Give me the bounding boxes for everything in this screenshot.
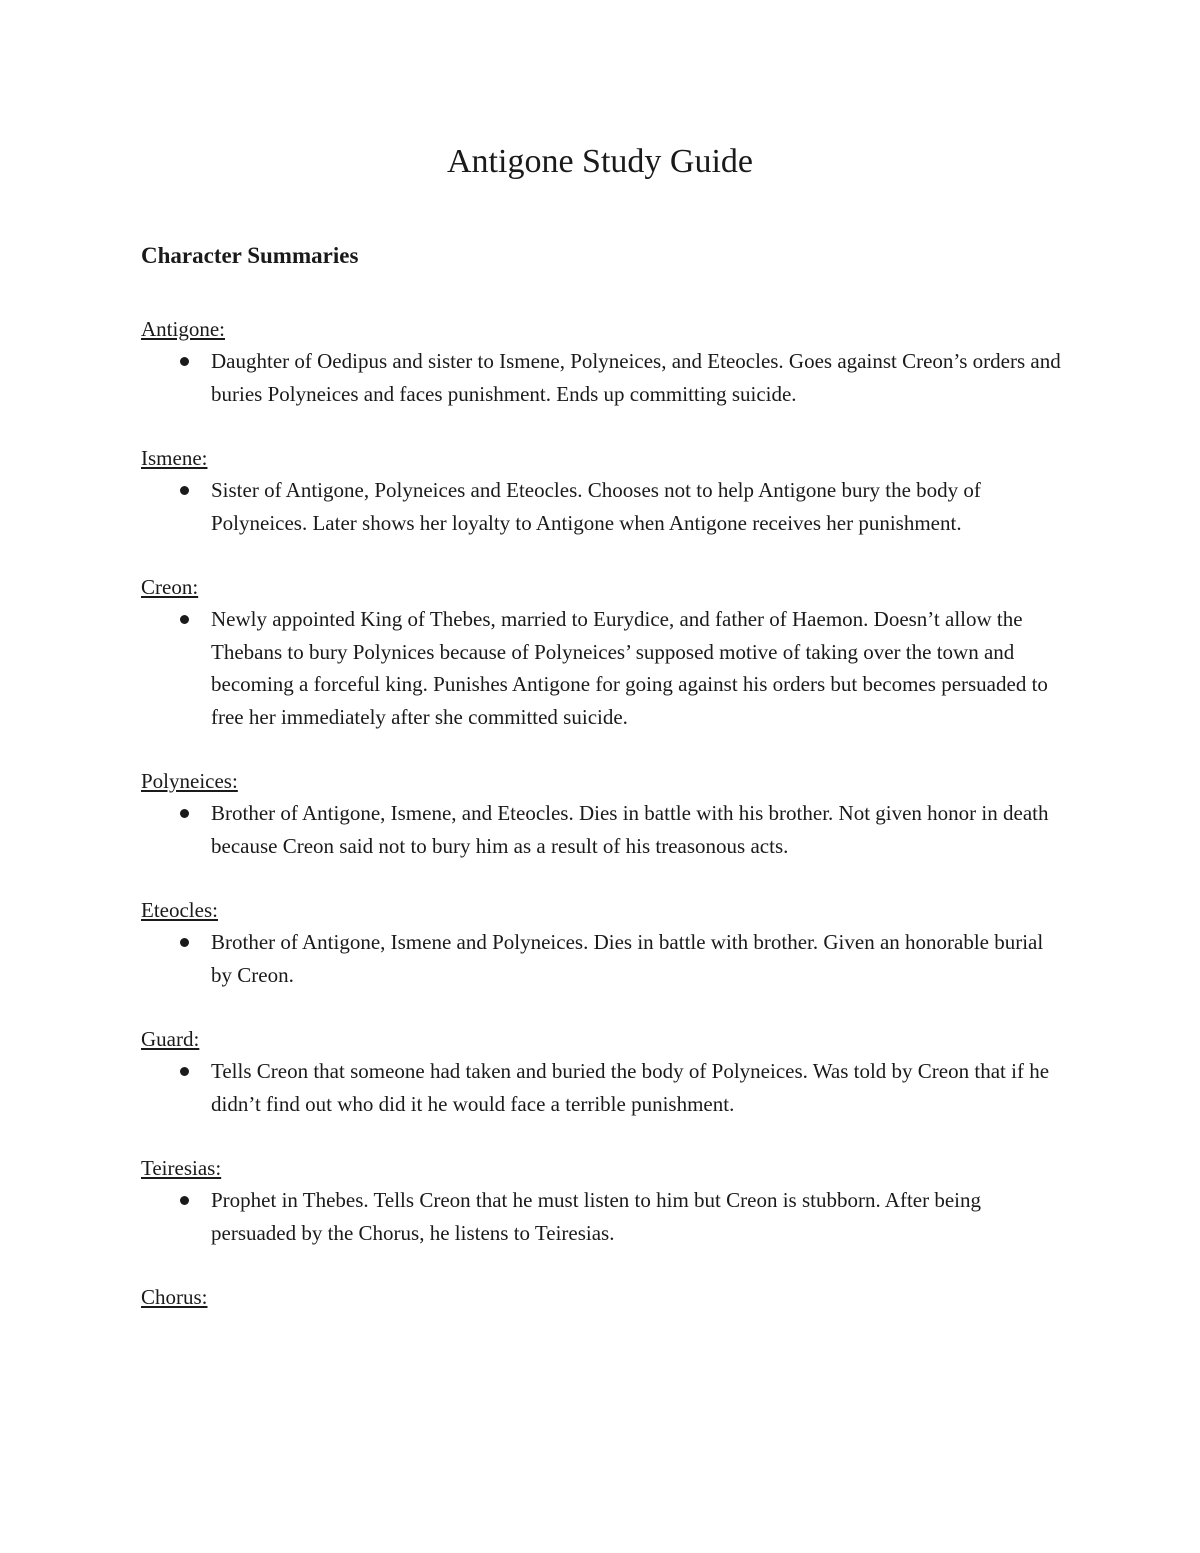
list-item bbox=[141, 1055, 1061, 1120]
character-name: Chorus: bbox=[141, 1285, 208, 1309]
character-entry-ismene bbox=[141, 442, 1061, 539]
character-name: Eteocles: bbox=[141, 898, 218, 922]
list-item bbox=[141, 926, 1061, 991]
character-bullets bbox=[141, 1055, 1061, 1120]
character-name: Creon: bbox=[141, 575, 199, 599]
character-name: Ismene: bbox=[141, 446, 208, 470]
character-bullets bbox=[141, 926, 1061, 991]
character-name: Polyneices: bbox=[141, 769, 238, 793]
character-entry-eteocles bbox=[141, 894, 1061, 991]
character-name: Antigone: bbox=[141, 317, 225, 341]
character-entry-teiresias bbox=[141, 1152, 1061, 1249]
bullet-dot-icon bbox=[180, 486, 189, 495]
character-description: Brother of Antigone, Ismene, and Eteocles. Dies in battle with his brother. Not given honor in death because Creon said not to bury him as a result of his treasonous acts. bbox=[211, 801, 1049, 858]
character-name: Teiresias: bbox=[141, 1156, 222, 1180]
character-description: Sister of Antigone, Polyneices and Eteocles. Chooses not to help Antigone bury the body of Polyneices. Later shows her loyalty to Antigone when Antigone receives her punishment. bbox=[211, 478, 981, 535]
character-entry-creon bbox=[141, 571, 1061, 733]
page-title: Antigone Study Guide bbox=[447, 143, 753, 180]
list-item bbox=[141, 474, 1061, 539]
character-entry-polyneices bbox=[141, 765, 1061, 862]
bullet-dot-icon bbox=[180, 1067, 189, 1076]
character-entry-chorus bbox=[141, 1281, 1061, 1313]
bullet-dot-icon bbox=[180, 809, 189, 818]
list-item bbox=[141, 603, 1061, 733]
character-entry-antigone bbox=[141, 313, 1061, 410]
list-item bbox=[141, 345, 1061, 410]
character-bullets bbox=[141, 345, 1061, 410]
character-bullets bbox=[141, 1184, 1061, 1249]
bullet-dot-icon bbox=[180, 357, 189, 366]
character-list bbox=[141, 313, 1061, 1345]
bullet-dot-icon bbox=[180, 938, 189, 947]
bullet-dot-icon bbox=[180, 1196, 189, 1205]
character-description: Brother of Antigone, Ismene and Polyneices. Dies in battle with brother. Given an honorable burial by Creon. bbox=[211, 930, 1044, 987]
character-bullets bbox=[141, 474, 1061, 539]
character-name: Guard: bbox=[141, 1027, 200, 1051]
bullet-dot-icon bbox=[180, 615, 189, 624]
character-description: Tells Creon that someone had taken and buried the body of Polyneices. Was told by Creon that if he didn’t find out who did it he would face a terrible punishment. bbox=[211, 1059, 1050, 1116]
list-item bbox=[141, 1184, 1061, 1249]
character-bullets bbox=[141, 797, 1061, 862]
list-item bbox=[141, 797, 1061, 862]
character-description: Prophet in Thebes. Tells Creon that he must listen to him but Creon is stubborn. After being persuaded by the Chorus, he listens to Teiresias. bbox=[211, 1188, 982, 1245]
section-heading: Character Summaries bbox=[141, 243, 359, 268]
character-description: Newly appointed King of Thebes, married to Eurydice, and father of Haemon. Doesn’t allow the Thebans to bury Polynices because of Polyneices’ supposed motive of taking over the town and becoming a forceful king. Punishes Antigone for going against his orders but becomes persuaded to free her immediately after she committed suicide. bbox=[211, 607, 1048, 729]
character-entry-guard bbox=[141, 1023, 1061, 1120]
character-description: Daughter of Oedipus and sister to Ismene, Polyneices, and Eteocles. Goes against Creon’s orders and buries Polyneices and faces punishment. Ends up committing suicide. bbox=[211, 349, 1061, 406]
character-bullets bbox=[141, 603, 1061, 733]
